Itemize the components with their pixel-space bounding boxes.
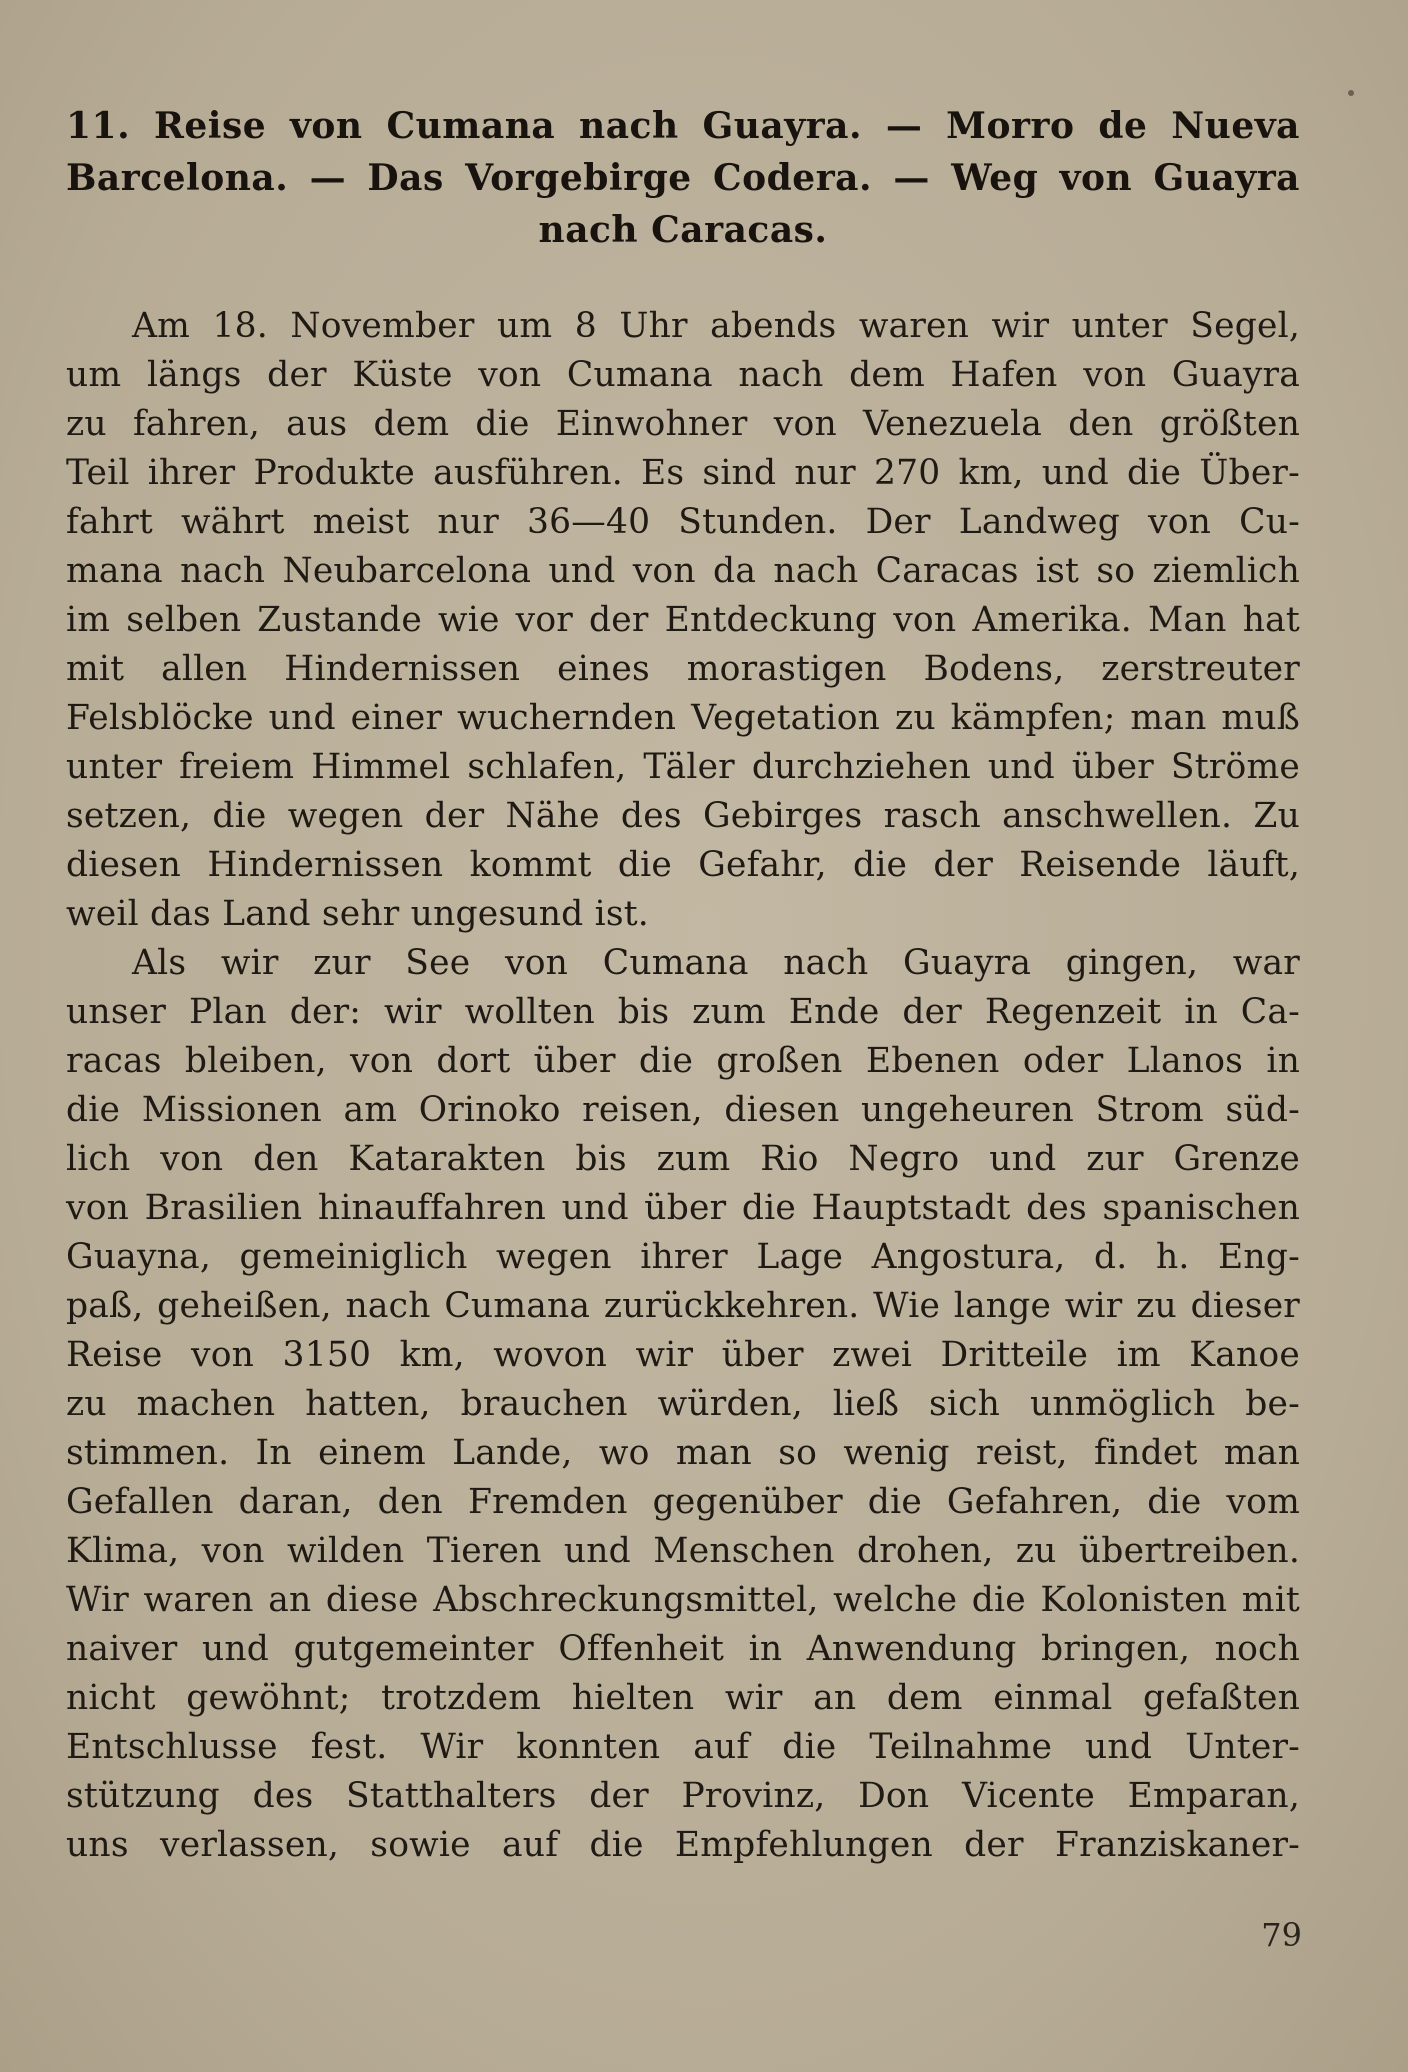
text-line: Am 18. November um 8 Uhr abends waren wir unter Segel, xyxy=(132,306,1300,346)
text-line: naiver und gutgemeinter Offenheit in Anwendung bringen, noch xyxy=(66,1629,1300,1669)
text-line: Felsblöcke und einer wuchernden Vegetation zu kämpfen; man muß xyxy=(66,698,1300,738)
text-line: unser Plan der: wir wollten bis zum Ende der Regenzeit in Ca- xyxy=(66,992,1300,1032)
text-line: uns verlassen, sowie auf die Empfehlungen der Franziskaner- xyxy=(66,1825,1300,1865)
text-line: im selben Zustande wie vor der Entdeckung von Amerika. Man hat xyxy=(66,600,1300,640)
text-line: unter freiem Himmel schlafen, Täler durchziehen und über Ströme xyxy=(66,747,1300,787)
text-line: zu machen hatten, brauchen würden, ließ sich unmöglich be- xyxy=(66,1384,1300,1424)
text-line: lich von den Katarakten bis zum Rio Negro und zur Grenze xyxy=(66,1139,1300,1179)
text-line: Guayna, gemeiniglich wegen ihrer Lage Angostura, d. h. Eng- xyxy=(66,1237,1300,1277)
paragraph-2 xyxy=(66,939,1300,1870)
text-line: Als wir zur See von Cumana nach Guayra gingen, war xyxy=(132,943,1300,983)
text-line: fahrt währt meist nur 36—40 Stunden. Der Landweg von Cu- xyxy=(66,502,1300,542)
text-line: diesen Hindernissen kommt die Gefahr, die der Reisende läuft, xyxy=(66,845,1300,885)
text-line: Entschlusse fest. Wir konnten auf die Teilnahme und Unter- xyxy=(66,1727,1300,1767)
text-line: Gefallen daran, den Fremden gegenüber die Gefahren, die vom xyxy=(66,1482,1300,1522)
page-number: 79 xyxy=(1261,1916,1302,1954)
text-line: die Missionen am Orinoko reisen, diesen ungeheuren Strom süd- xyxy=(66,1090,1300,1130)
body-text xyxy=(66,302,1300,1870)
text-line: paß, geheißen, nach Cumana zurückkehren. Wie lange wir zu dieser xyxy=(66,1286,1300,1326)
text-line: Klima, von wilden Tieren und Menschen drohen, zu übertreiben. xyxy=(66,1531,1300,1571)
text-line: zu fahren, aus dem die Einwohner von Venezuela den größten xyxy=(66,404,1300,444)
text-line: um längs der Küste von Cumana nach dem Hafen von Guayra xyxy=(66,355,1300,395)
text-line: stimmen. In einem Lande, wo man so wenig reist, findet man xyxy=(66,1433,1300,1473)
text-line: mana nach Neubarcelona und von da nach Caracas ist so ziemlich xyxy=(66,551,1300,591)
paper-speck xyxy=(1348,90,1354,96)
text-line: racas bleiben, von dort über die großen Ebenen oder Llanos in xyxy=(66,1041,1300,1081)
text-line: Teil ihrer Produkte ausführen. Es sind nur 270 km, und die Über- xyxy=(66,453,1300,493)
paragraph-1 xyxy=(66,302,1300,939)
chapter-heading: 11. Reise von Cumana nach Guayra. — Morro de Nueva Barcelona. — Das Vorgebirge Codera. — Weg von Guayra nach Caracas. xyxy=(66,105,1300,251)
text-line: Wir waren an diese Abschreckungsmittel, welche die Kolonisten mit xyxy=(66,1580,1300,1620)
text-line: Reise von 3150 km, wovon wir über zwei Dritteile im Kanoe xyxy=(66,1335,1300,1375)
text-line: setzen, die wegen der Nähe des Gebirges rasch anschwellen. Zu xyxy=(66,796,1300,836)
text-line: von Brasilien hinauffahren und über die Hauptstadt des spanischen xyxy=(66,1188,1300,1228)
text-line: weil das Land sehr ungesund ist. xyxy=(66,894,649,934)
text-line: stützung des Statthalters der Provinz, Don Vicente Emparan, xyxy=(66,1776,1300,1816)
text-line: mit allen Hindernissen eines morastigen Bodens, zerstreuter xyxy=(66,649,1300,689)
text-line: nicht gewöhnt; trotzdem hielten wir an dem einmal gefaßten xyxy=(66,1678,1300,1718)
